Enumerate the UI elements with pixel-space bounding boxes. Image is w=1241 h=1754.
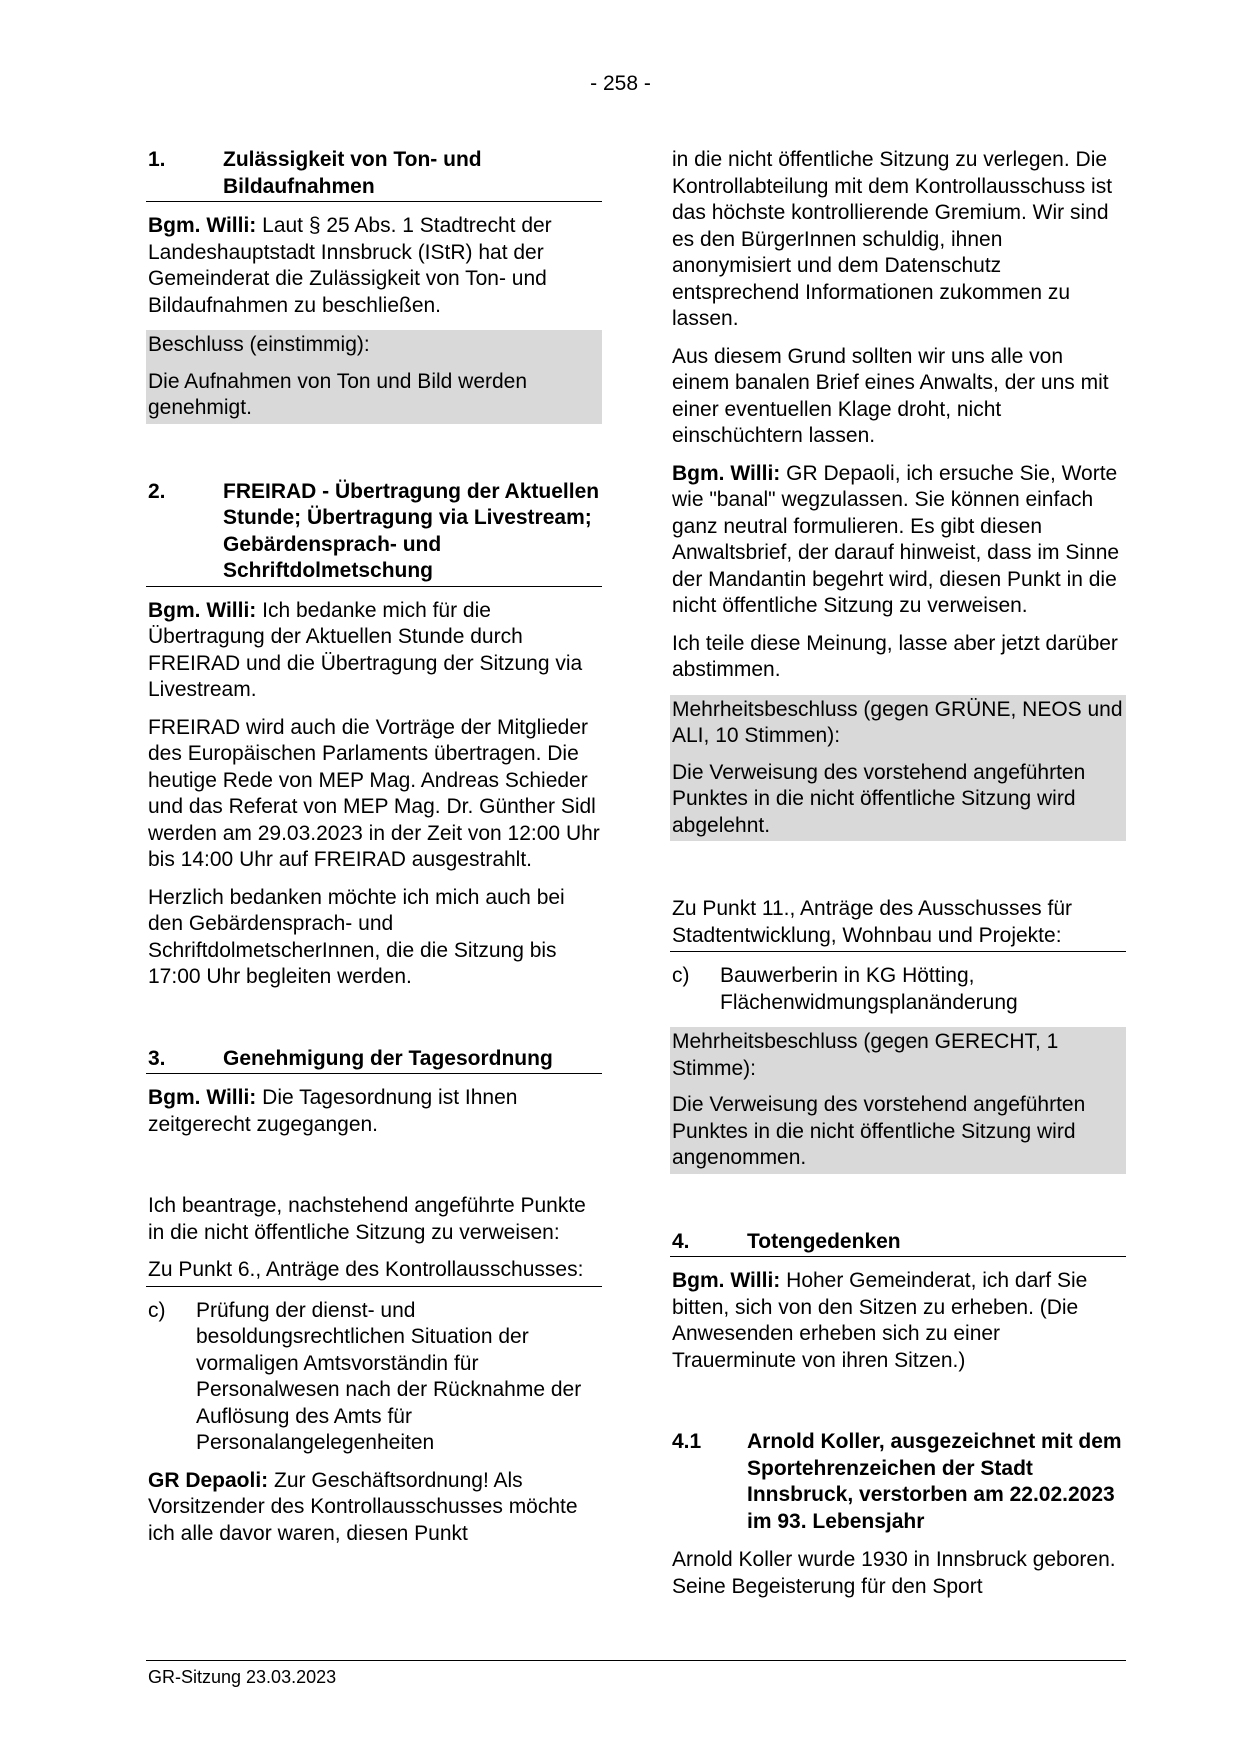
- speech-text: Ich bedanke mich für die Übertragung der Aktuellen Stunde durch FREIRAD und die Übertragung der Sitzung via Livestream.: [148, 598, 583, 701]
- speech-text: GR Depaoli, ich ersuche Sie, Worte wie "banal" wegzulassen. Sie können einfach ganz neutral formulieren. Es gibt diesen Anwaltsbrief, der darauf hinweist, dass im Sinne der Mandantin begehrt wird, diesen Punkt in die nicht öffentliche Sitzung zu verweisen.: [672, 461, 1120, 617]
- paragraph: Aus diesem Grund sollten wir uns alle von einem banalen Brief eines Anwalts, der uns mit einer eventuellen Klage droht, nicht einschüchtern lassen.: [672, 344, 1109, 447]
- paragraph: [672, 1268, 1126, 1374]
- speaker-name: Bgm. Willi:: [148, 598, 257, 622]
- speech-text: Laut § 25 Abs. 1 Stadtrecht der Landeshauptstadt Innsbruck (IStR) hat der Gemeinderat die Zulässigkeit von Ton- und Bildaufnahmen zu beschließen.: [148, 214, 552, 317]
- item-text: Bauwerberin in KG Hötting, Flächenwidmungsplanänderung: [720, 964, 1018, 1014]
- section-title: Arnold Koller, ausgezeichnet mit dem Sportehrenzeichen der Stadt Innsbruck, verstorben am 22.02.2023 im 93. Lebensjahr: [747, 1430, 1122, 1533]
- paragraph: in die nicht öffentliche Sitzung zu verlegen. Die Kontrollabteilung mit dem Kontrollausschuss ist das höchste kontrollierende Gremium. Wir sind es den BürgerInnen schuldig, ihnen anonymisiert und dem Datenschutz entsprechend Informationen zukommen zu lassen.: [672, 148, 1113, 330]
- section-number: 3.: [148, 1046, 166, 1070]
- paragraph: [148, 213, 602, 319]
- section-heading-4-1: [670, 1429, 1126, 1536]
- section-number: 2.: [148, 479, 166, 503]
- section-title: Totengedenken: [747, 1229, 901, 1253]
- item-text: Prüfung der dienst- und besoldungsrechtlichen Situation der vormaligen Amtsvorständin für Personalwesen nach der Rücknahme der Auflösung des Amts für Personalangelegenheiten: [196, 1298, 582, 1454]
- agenda-item: [146, 1298, 602, 1457]
- resolution-title: Beschluss (einstimmig):: [148, 333, 370, 356]
- speaker-name: GR Depaoli:: [148, 1468, 269, 1492]
- speaker-name: Bgm. Willi:: [672, 1269, 781, 1292]
- paragraph: Arnold Koller wurde 1930 in Innsbruck geboren. Seine Begeisterung für den Sport: [672, 1548, 1116, 1598]
- section-title: Zulässigkeit von Ton- und Bildaufnahmen: [223, 148, 482, 198]
- agenda-reference: Zu Punkt 6., Anträge des Kontrollausschusses:: [146, 1257, 602, 1287]
- section-number: 4.1: [672, 1430, 702, 1453]
- item-letter: c): [672, 964, 690, 987]
- page-number: - 258 -: [590, 72, 651, 95]
- speech-text: Zur Geschäftsordnung! Als Vorsitzender des Kontrollausschusses möchte ich alle davor waren, diesen Punkt: [148, 1468, 578, 1545]
- agenda-reference: Zu Punkt 11., Anträge des Ausschusses für Stadtentwicklung, Wohnbau und Projekte:: [670, 896, 1126, 952]
- resolution-box: [146, 330, 602, 424]
- section-title: Genehmigung der Tagesordnung: [223, 1046, 553, 1070]
- paragraph: [672, 461, 1126, 620]
- speaker-name: Bgm. Willi:: [148, 214, 257, 237]
- right-column: [670, 147, 1126, 1611]
- paragraph: [148, 1085, 602, 1138]
- speech-text: Hoher Gemeinderat, ich darf Sie bitten, sich von den Sitzen zu erheben. (Die Anwesenden erheben sich zu einer Trauerminute von ihren Sitzen.): [672, 1269, 1088, 1372]
- section-number: 1.: [148, 148, 166, 171]
- paragraph: Ich teile diese Meinung, lasse aber jetzt darüber abstimmen.: [672, 631, 1118, 681]
- footer-text: GR-Sitzung 23.03.2023: [148, 1667, 337, 1687]
- item-letter: c): [148, 1298, 166, 1322]
- section-heading-3: [146, 1046, 602, 1075]
- resolution-text: Die Verweisung des vorstehend angeführten Punktes in die nicht öffentliche Sitzung wird abgelehnt.: [672, 760, 1086, 837]
- footer-divider: [146, 1660, 1126, 1661]
- speaker-name: Bgm. Willi:: [672, 461, 781, 485]
- section-number: 4.: [672, 1229, 690, 1253]
- left-column: [146, 147, 602, 1558]
- paragraph: Herzlich bedanken möchte ich mich auch bei den Gebärdensprach- und SchriftdolmetscherInnen, die die Sitzung bis 17:00 Uhr begleiten werden.: [148, 885, 565, 988]
- paragraph: [148, 598, 602, 704]
- resolution-title: Mehrheitsbeschluss (gegen GRÜNE, NEOS und ALI, 10 Stimmen):: [672, 697, 1123, 747]
- agenda-item: [670, 963, 1126, 1016]
- speaker-name: Bgm. Willi:: [148, 1086, 257, 1109]
- resolution-box: [670, 695, 1126, 842]
- paragraph: FREIRAD wird auch die Vorträge der Mitglieder des Europäischen Parlaments übertragen. Die heutige Rede von MEP Mag. Andreas Schieder und das Referat von MEP Mag. Dr. Günther Sidl werden am 29.03.2023 in der Zeit von 12:00 Uhr bis 14:00 Uhr auf FREIRAD ausgestrahlt.: [148, 715, 600, 871]
- paragraph: [148, 1468, 602, 1548]
- speech-text: Die Tagesordnung ist Ihnen zeitgerecht zugegangen.: [148, 1086, 518, 1136]
- section-heading-4: [670, 1229, 1126, 1258]
- resolution-text: Die Verweisung des vorstehend angeführten Punktes in die nicht öffentliche Sitzung wird angenommen.: [672, 1093, 1086, 1169]
- paragraph: Ich beantrage, nachstehend angeführte Punkte in die nicht öffentliche Sitzung zu verweisen:: [148, 1194, 586, 1244]
- resolution-box: [670, 1027, 1126, 1174]
- section-heading-2: [146, 479, 602, 587]
- section-heading-1: [146, 147, 602, 202]
- section-title: FREIRAD - Übertragung der Aktuellen Stunde; Übertragung via Livestream; Gebärdensprach- und Schriftdolmetschung: [223, 479, 600, 582]
- resolution-text: Die Aufnahmen von Ton und Bild werden genehmigt.: [148, 369, 528, 419]
- resolution-title: Mehrheitsbeschluss (gegen GERECHT, 1 Stimme):: [672, 1030, 1059, 1080]
